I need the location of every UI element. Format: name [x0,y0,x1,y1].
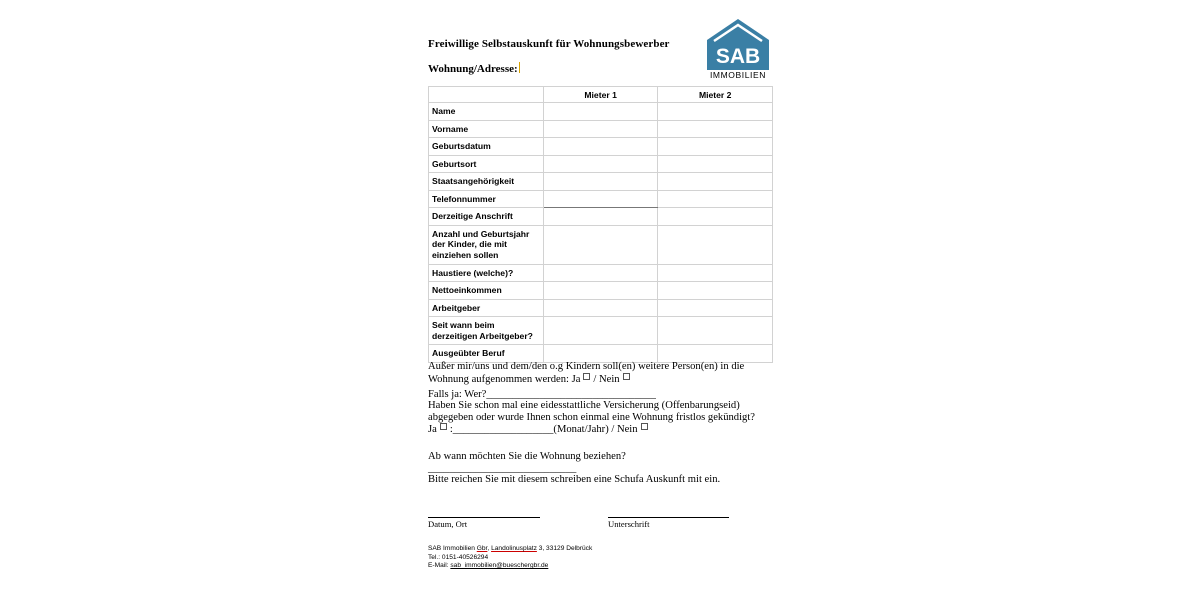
table-row [429,120,773,138]
question-additional-persons-text: Außer mir/uns und dem/den o.g Kindern soll(en) weitere Person(en) in die Wohnung aufgenommen werden: Ja [428,361,745,385]
footer-street: Landolinusplatz [491,545,537,552]
tenant-2-employer-field[interactable] [658,299,773,317]
table-row [429,299,773,317]
question-who: Falls ja: Wer?________________________________ [428,389,656,400]
tenant-2-first-name-field[interactable] [658,120,773,138]
logo-letters: SAB [715,45,761,68]
logo-subtitle: IMMOBILIEN [709,70,767,80]
question-move-in: Ab wann möchten Sie die Wohnung beziehen?____________________________ [428,451,626,474]
tenant-1-income-field[interactable] [543,282,658,300]
footer [428,545,592,571]
tenant-1-birth-date-field[interactable] [543,138,658,156]
address-label-text: Wohnung/Adresse: [428,63,518,75]
date-place-label: Datum, Ort [428,519,468,529]
footer-company-gbr: Gbr [476,545,488,552]
footer-mail-line [428,562,592,571]
table-row [429,155,773,173]
tenant-2-profession-field[interactable] [658,345,773,363]
tenant-2-birth-place-field[interactable] [658,155,773,173]
row-label-net-income: Nettoeinkommen [429,282,544,300]
signature-label: Unterschrift [608,519,650,529]
row-label-nationality: Staatsangehörigkeit [429,173,544,191]
row-label-employer: Arbeitgeber [429,299,544,317]
tenant-2-pets-field[interactable] [658,264,773,282]
applicant-table [428,86,773,363]
question-oath [428,400,773,436]
tenant-1-birth-place-field[interactable] [543,155,658,173]
text-cursor [519,62,520,73]
tenant-2-children-field[interactable] [658,225,773,264]
tenant-2-nationality-field[interactable] [658,173,773,191]
row-label-first-name: Vorname [429,120,544,138]
tenant-1-first-name-field[interactable] [543,120,658,138]
tenant-2-name-field[interactable] [658,103,773,121]
tenant-1-nationality-field[interactable] [543,173,658,191]
checkbox-ja-persons[interactable] [583,373,590,380]
row-label-current-address: Derzeitige Anschrift [429,208,544,226]
column-header-tenant-2: Mieter 2 [658,87,773,103]
question-additional-persons [428,361,773,385]
column-header-tenant-1: Mieter 1 [543,87,658,103]
tenant-2-employed-since-field[interactable] [658,317,773,345]
tenant-2-birth-date-field[interactable] [658,138,773,156]
table-corner [429,87,544,103]
schufa-notice: Bitte reichen Sie mit diesem schreiben eine Schufa Auskunft mit ein. [428,474,721,485]
tenant-1-phone-field[interactable] [543,190,658,208]
tenant-1-employed-since-field[interactable] [543,317,658,345]
date-place-line[interactable] [428,517,540,518]
question-oath-text: Haben Sie schon mal eine eidesstattliche Versicherung (Offenbarungseid) abgegeben oder wurde Ihnen schon einmal eine Wohnung fristlos gekündigt? [428,400,755,423]
footer-mail-link[interactable]: sab_immobilien@bueschergbr.de [450,562,549,570]
table-row [429,208,773,226]
footer-city: 3, 33129 Delbrück [536,545,593,552]
table-row [429,225,773,264]
signature-line[interactable] [608,517,729,518]
table-row [429,190,773,208]
checkbox-ja-oath[interactable] [440,423,447,430]
footer-phone: Tel.: 0151-40526294 [428,553,489,561]
address-label[interactable] [428,62,520,75]
tenant-1-profession-field[interactable] [543,345,658,363]
tenant-1-pets-field[interactable] [543,264,658,282]
tenant-1-name-field[interactable] [543,103,658,121]
checkbox-nein-oath[interactable] [641,423,648,430]
question-oath-mid: :___________________(Monat/Jahr) / Nein [449,424,638,435]
tenant-2-income-field[interactable] [658,282,773,300]
table-row [429,282,773,300]
table-row [429,345,773,363]
tenant-1-address-field[interactable] [543,208,658,226]
tenant-2-phone-field[interactable] [658,190,773,208]
table-row [429,173,773,191]
row-label-profession: Ausgeübter Beruf [429,345,544,363]
question-oath-ja: Ja [428,424,437,435]
row-label-name: Name [429,103,544,121]
tenant-1-children-field[interactable] [543,225,658,264]
row-label-birth-place: Geburtsort [429,155,544,173]
row-label-birth-date: Geburtsdatum [429,138,544,156]
row-label-children: Anzahl und Geburtsjahr der Kinder, die mit einziehen sollen [429,225,544,264]
row-label-phone: Telefonnummer [429,190,544,208]
tenant-1-employer-field[interactable] [543,299,658,317]
table-row [429,317,773,345]
document-title: Freiwillige Selbstauskunft für Wohnungsbewerber [428,38,670,50]
tenant-2-address-field[interactable] [658,208,773,226]
footer-company [428,545,592,554]
table-row [429,264,773,282]
question-additional-persons-sep: / Nein [593,373,620,385]
footer-company-sep: , [487,545,492,552]
table-row [429,138,773,156]
row-label-pets: Haustiere (welche)? [429,264,544,282]
row-label-employed-since: Seit wann beim derzeitigen Arbeitgeber? [429,317,544,345]
footer-mail-label: E-Mail: [428,562,451,570]
checkbox-nein-persons[interactable] [623,373,630,380]
footer-company-name: SAB Immobilien [428,545,477,552]
table-row [429,103,773,121]
